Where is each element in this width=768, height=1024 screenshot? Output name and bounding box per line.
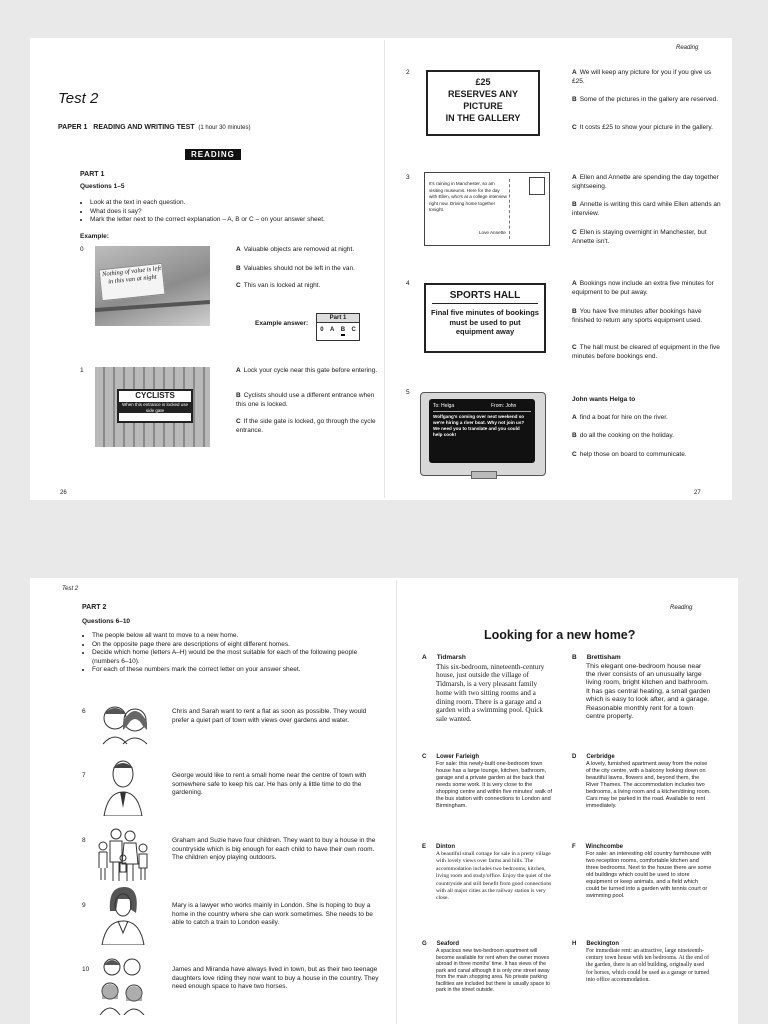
email-rule: [433, 411, 531, 412]
part-heading: PART 1: [80, 171, 105, 178]
answer-box-title: Part 1: [317, 314, 359, 323]
sports-hall-sign: [424, 283, 546, 353]
monitor: [420, 392, 546, 476]
option-b: B Valuables should not be left in the van.: [236, 265, 355, 272]
question-number: 5: [406, 389, 410, 396]
option-a: A Bookings now include an extra five minutes for equipment to be put away.: [572, 280, 714, 296]
home-listing-g: G Seaford A spacious new two-bedroom apartment will become available for rent when the owner moves abroad in three months' time. It has views of the park and canal although it is only one street away from the main shopping area. No private parking facilities are included but there is usually space to park in the street outside.: [422, 940, 554, 994]
instruction-item: • On the opposite page there are descriptions of eight different homes.: [92, 641, 362, 650]
home-description: A beautiful small cottage for sale in a pretty village with lovely views over farms and hills. The accommodation includes two bedrooms, kitchen, living room and study/office. Enjoy the quiet of the countryside and still benefit from good connections with all major cities as the railway station is very close.: [436, 851, 552, 902]
instructions-list: [82, 632, 362, 675]
instruction-item: • The people below all want to move to a new home.: [92, 632, 362, 641]
postcard: [424, 172, 550, 246]
spine-divider: [396, 580, 397, 1024]
instructions-list: [80, 199, 360, 225]
option-c: C If the side gate is locked, go through the cycle entrance.: [236, 418, 376, 434]
instruction-item: • Mark the letter next to the correct explanation – A, B or C – on your answer sheet.: [90, 216, 360, 225]
home-description: A lovely, furnished apartment away from the noise of the city centre, with a balcony looking down on beautiful lawns, flowers and, beyond them, the River Thames. The accommodation includes two bedrooms, a living room and a kitchen/dining room. Cars may be parked in the road. Available to rent immediately.: [586, 761, 711, 809]
person-description: George would like to rent a small home near the centre of town with somewhere safe to keep his car. He has only a little time to do the gardening.: [172, 772, 367, 796]
sports-hall-title: SPORTS HALL: [432, 285, 538, 304]
family-of-four-illustration: [96, 955, 152, 1015]
home-description: For immediate rent: an attractive, large nineteenth-century town house with ten bedrooms. At the end of the garden, there is an old building, originally used for horses, which could be used as a garage or turned into office accommodation.: [586, 948, 710, 983]
homes-title: Looking for a new home?: [484, 628, 636, 642]
option-c: C Ellen is staying overnight in Manchester, but Annette isn't.: [572, 229, 707, 245]
instruction-item: • Decide which home (letters A–H) would be the most suitable for each of the following people (numbers 6–10).: [92, 649, 362, 666]
question-number: 2: [406, 69, 410, 76]
question-stem: John wants Helga to: [572, 396, 636, 403]
option-a: A Valuable objects are removed at night.: [236, 246, 355, 253]
email-to: To: Helga: [433, 403, 455, 409]
stamp-box: [529, 177, 545, 195]
section-badge: READING: [185, 149, 241, 160]
cyclists-sign-title: CYCLISTS: [135, 391, 175, 400]
person-description: Mary is a lawyer who works mainly in London. She is hoping to buy a home in the country where she can work sometimes. She needs to be able to catch a train to London easily.: [172, 902, 373, 926]
home-listing-h: H Beckington For immediate rent: an attractive, large nineteenth-century town house with ten bedrooms. At the end of the garden, there is an old building, originally used for horses, which could be used as a garage or turned into office accommodation.: [572, 940, 712, 984]
postcard-divider: [509, 179, 510, 239]
instruction-item: • Look at the text in each question.: [90, 199, 360, 208]
question-number: 0: [80, 246, 84, 253]
home-listing-f: F Winchcombe For sale: an interesting old country farmhouse with two reception rooms, comfortable kitchen and three bedrooms. Next to the house there are some old buildings which could be used to store equipment or keep animals, and a field which could be turned into a garden with tennis court or swimming pool.: [572, 844, 712, 899]
option-b: B Some of the pictures in the gallery are reserved.: [572, 96, 719, 103]
van-photo: [95, 246, 210, 326]
home-listing-c: C Lower Farleigh For sale: this newly-built one-bedroom town house has a large lounge, kitchen, bathroom, garage and a private garden at the back that needs some work. It is very close to the shopping centre and within five minutes' walk of the bus station with connections to London and Birmingham.: [422, 754, 553, 809]
answer-mark: B: [341, 326, 345, 336]
option-b: B Cyclists should use a different entrance when this one is locked.: [236, 392, 375, 408]
questions-heading: Questions 6–10: [82, 618, 131, 625]
option-c: C The hall must be cleared of equipment in the five minutes before bookings end.: [572, 344, 720, 360]
question-number: 4: [406, 280, 410, 287]
example-answer-label: Example answer:: [255, 320, 309, 327]
test-title: Test 2: [58, 90, 99, 107]
running-header: Test 2: [62, 586, 79, 592]
part-heading: PART 2: [82, 604, 107, 611]
instruction-item: • For each of these numbers mark the correct letter on your answer sheet.: [92, 666, 362, 675]
postcard-signoff: Love Annette: [479, 230, 506, 235]
gate-photo: [95, 367, 210, 447]
option-a: A We will keep any picture for you if you give us £25.: [572, 69, 712, 85]
cyclists-sign-text: When this entrance is locked use side gate: [119, 402, 191, 413]
option-c: C This van is locked at night.: [236, 282, 321, 289]
question-number: 3: [406, 174, 410, 181]
running-header: Reading: [676, 45, 699, 51]
home-listing-b: B Brettisham This elegant one-bedroom house near the river consists of an unusually large living room, bright kitchen and bathroom. It has gas central heating, a small garden which is easy to look after, and a garage. Reasonable monthly rent for a town centre property.: [572, 654, 711, 720]
postcard-message: It's raining in Manchester, so am visiting museums. Here for the day with Ellen, who's at a college interview right now. Driving home together tonight.: [429, 181, 507, 212]
option-b: B You have five minutes after bookings have finished to return any sports equipment used.: [572, 308, 703, 324]
question-number: 10: [82, 966, 90, 973]
home-description: For sale: an interesting old country farmhouse with two reception rooms, comfortable kitchen and three bedrooms. Next to the house there are some old buildings which could be used to store equipment or keep animals, and a field which could be turned into a garden with tennis court or swimming pool.: [586, 851, 712, 899]
instruction-item: • What does it say?: [90, 208, 360, 217]
home-listing-e: E Dinton A beautiful small cottage for sale in a pretty village with lovely views over farms and hills. The accommodation includes two bedrooms, kitchen, living room and study/office. Enjoy the quiet of the countryside and still benefit from good connections with all major cities as the railway station is very close.: [422, 843, 554, 903]
monitor-base: [471, 471, 497, 479]
home-description: For sale: this newly-built one-bedroom town house has a large lounge, kitchen, bathroom, garage and a private garden at the back that needs some work. It is very close to the shopping centre and within five minutes' walk of the bus station with connections to London and Birmingham.: [436, 761, 553, 809]
question-number: 7: [82, 772, 86, 779]
answer-box: [316, 313, 360, 341]
option-a: A Ellen and Annette are spending the day together sightseeing.: [572, 174, 719, 190]
family-illustration: [94, 826, 152, 882]
couple-illustration: [95, 700, 155, 745]
option-b: B do all the cooking on the holiday.: [572, 432, 674, 439]
home-listing-a: A Tidmarsh This six-bedroom, nineteenth-century house, just outside the village of Tidmarsh, is a very pleasant family home with two sitting rooms and a dining room. There is a garage and a garden with a swimming pool. Quick sale wanted.: [422, 654, 554, 724]
answer-box-row: 0 A B C: [317, 323, 359, 336]
option-b: B Annette is writing this card while Ellen attends an interview.: [572, 201, 721, 217]
home-description: A spacious new two-bedroom apartment will become available for rent when the owner moves abroad in three months' time. It has views of the park and canal although it is only one street away from the main shopping area. No private parking facilities are included but there is usually space to park in the street outside.: [436, 948, 550, 993]
home-description: This six-bedroom, nineteenth-century house, just outside the village of Tidmarsh, is a very pleasant family home with two sitting rooms and a dining room. There is a garage and a garden with a swimming pool. Quick sale wanted.: [436, 662, 545, 724]
question-number: 1: [80, 367, 84, 374]
example-label: Example:: [80, 233, 109, 240]
page-number: 27: [694, 490, 701, 496]
person-description: Chris and Sarah want to rent a flat as soon as possible. They would prefer a quiet part of town with views over gardens and water.: [172, 708, 367, 724]
home-listing-d: D Cerbridge A lovely, furnished apartment away from the noise of the city centre, with a balcony looking down on beautiful lawns, flowers and, beyond them, the River Thames. The accommodation includes two bedrooms, a living room and a kitchen/dining room. Cars may be parked in the road. Available to rent immediately.: [572, 754, 711, 809]
question-number: 8: [82, 837, 86, 844]
option-c: C help those on board to communicate.: [572, 451, 687, 458]
option-a: A find a boat for hire on the river.: [572, 414, 668, 421]
person-description: James and Miranda have always lived in town, but as their two teenage daughters love riding they now want to buy a house in the country. They need enough space to have two horses.: [172, 966, 379, 990]
option-c: C It costs £25 to show your picture in the gallery.: [572, 124, 713, 131]
person-description: Graham and Suzie have four children. They want to buy a house in the countryside which is big enough for each child to have their own room. The children enjoy playing outdoors.: [172, 837, 376, 861]
paper-heading: PAPER 1 READING AND WRITING TEST (1 hour 30 minutes): [58, 124, 251, 131]
question-number: 6: [82, 708, 86, 715]
email-message: Wolfgang's coming over next weekend so we're hiring a river boat. Why not join us? We need you to translate and you could help cook!: [433, 414, 525, 437]
van-stripe: [95, 300, 210, 312]
van-note-text: Nothing of value is left in this van at night: [101, 264, 162, 286]
questions-heading: Questions 1–5: [80, 183, 125, 190]
sports-hall-text: Final five minutes of bookings must be used to put equipment away: [431, 308, 539, 336]
page-number: 26: [60, 490, 67, 496]
man-illustration: [100, 758, 146, 816]
question-number: 9: [82, 902, 86, 909]
gallery-sign: £25 RESERVES ANY PICTURE IN THE GALLERY: [426, 70, 540, 136]
woman-illustration: [100, 885, 146, 945]
home-description: This elegant one-bedroom house near the river consists of an unusually large living room, bright kitchen and bathroom. It has gas central heating, a small garden which is easy to look after, and a garage. Reasonable monthly rent for a town centre property.: [586, 662, 711, 720]
email-from: From: John: [491, 403, 517, 409]
running-header: Reading: [670, 605, 693, 611]
option-a: A Lock your cycle near this gate before entering.: [236, 367, 378, 374]
